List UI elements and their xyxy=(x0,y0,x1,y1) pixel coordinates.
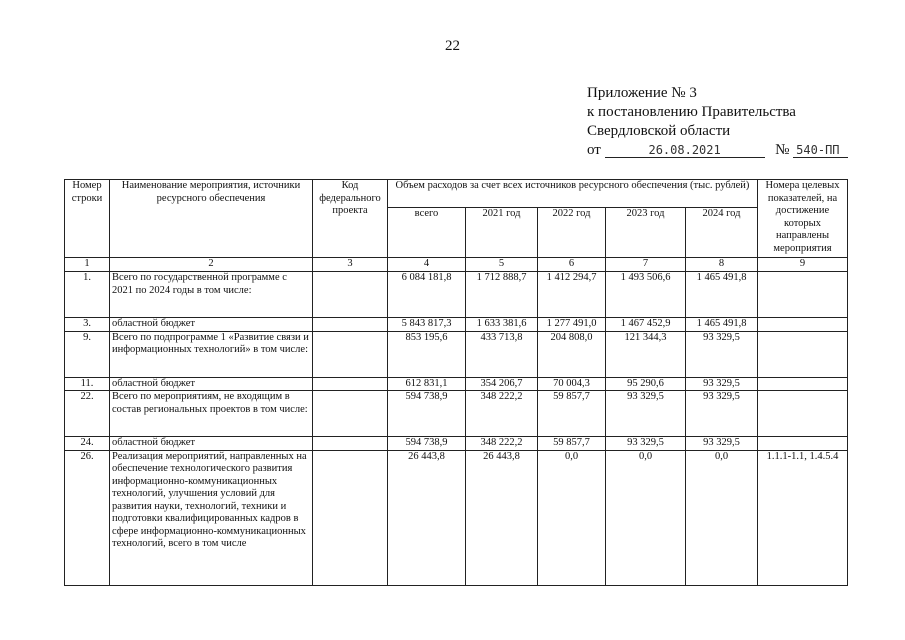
row-2022: 59 857,7 xyxy=(538,391,606,437)
column-number: 5 xyxy=(466,258,538,272)
row-2024: 93 329,5 xyxy=(686,391,758,437)
column-number: 9 xyxy=(758,258,848,272)
appendix-subtitle: к постановлению Правительства xyxy=(587,104,796,120)
row-targets xyxy=(758,331,848,377)
row-targets xyxy=(758,377,848,391)
row-number: 9. xyxy=(65,331,110,377)
row-total: 26 443,8 xyxy=(388,450,466,585)
table-row xyxy=(65,450,848,585)
row-2023: 121 344,3 xyxy=(606,331,686,377)
row-2021: 348 222,2 xyxy=(466,391,538,437)
header-event-name: Наименование мероприятия, источники ресурсного обеспечения xyxy=(110,180,313,258)
row-2022: 59 857,7 xyxy=(538,437,606,451)
table-row xyxy=(65,391,848,437)
decree-number: 540-ПП xyxy=(793,143,848,158)
table-row xyxy=(65,318,848,332)
row-code xyxy=(313,391,388,437)
row-2021: 1 712 888,7 xyxy=(466,272,538,318)
row-total: 853 195,6 xyxy=(388,331,466,377)
row-2023: 93 329,5 xyxy=(606,437,686,451)
decree-date: 26.08.2021 xyxy=(605,143,765,158)
row-2024: 93 329,5 xyxy=(686,377,758,391)
table-row xyxy=(65,272,848,318)
header-2022: 2022 год xyxy=(538,208,606,258)
row-number: 22. xyxy=(65,391,110,437)
from-label: от xyxy=(587,142,601,158)
row-2021: 348 222,2 xyxy=(466,437,538,451)
row-code xyxy=(313,437,388,451)
table-row xyxy=(65,437,848,451)
appendix-header xyxy=(587,84,848,160)
row-number: 24. xyxy=(65,437,110,451)
row-2022: 70 004,3 xyxy=(538,377,606,391)
row-name: Всего по мероприятиям, не входящим в состав региональных проектов в том числе: xyxy=(110,391,313,437)
row-2023: 0,0 xyxy=(606,450,686,585)
page-number: 22 xyxy=(445,38,460,54)
column-number: 7 xyxy=(606,258,686,272)
header-targets: Номера целевых показателей, на достижение которых направлены мероприятия xyxy=(758,180,848,258)
row-2024: 1 465 491,8 xyxy=(686,272,758,318)
resource-table xyxy=(64,179,848,586)
row-name: Реализация мероприятий, направленных на обеспечение технологического развития информационно-коммуникационных технологий, улучшения условий для развития науки, технологий, техники и подготовки квалифицированных кадров в сфере информационно-коммуникационных технологий, всего в том числе xyxy=(110,450,313,585)
row-2023: 95 290,6 xyxy=(606,377,686,391)
column-number: 3 xyxy=(313,258,388,272)
row-total: 612 831,1 xyxy=(388,377,466,391)
header-2023: 2023 год xyxy=(606,208,686,258)
row-2024: 1 465 491,8 xyxy=(686,318,758,332)
row-code xyxy=(313,377,388,391)
column-number: 1 xyxy=(65,258,110,272)
row-number: 3. xyxy=(65,318,110,332)
column-number: 6 xyxy=(538,258,606,272)
row-targets: 1.1.1-1.1, 1.4.5.4 xyxy=(758,450,848,585)
header-federal-code: Код федерального проекта xyxy=(313,180,388,258)
row-total: 594 738,9 xyxy=(388,437,466,451)
row-targets xyxy=(758,272,848,318)
header-row-number: Номер строки xyxy=(65,180,110,258)
row-code xyxy=(313,318,388,332)
row-code xyxy=(313,450,388,585)
column-number: 2 xyxy=(110,258,313,272)
row-2023: 1 493 506,6 xyxy=(606,272,686,318)
row-2021: 433 713,8 xyxy=(466,331,538,377)
table-row xyxy=(65,331,848,377)
header-volume: Объем расходов за счет всех источников ресурсного обеспечения (тыс. рублей) xyxy=(388,180,758,208)
row-2022: 1 277 491,0 xyxy=(538,318,606,332)
row-2021: 1 633 381,6 xyxy=(466,318,538,332)
row-name: Всего по государственной программе с 2021 по 2024 годы в том числе: xyxy=(110,272,313,318)
number-label: № xyxy=(775,142,790,158)
row-total: 594 738,9 xyxy=(388,391,466,437)
row-2022: 1 412 294,7 xyxy=(538,272,606,318)
row-2023: 1 467 452,9 xyxy=(606,318,686,332)
row-2022: 0,0 xyxy=(538,450,606,585)
row-2024: 93 329,5 xyxy=(686,437,758,451)
row-code xyxy=(313,272,388,318)
column-number: 4 xyxy=(388,258,466,272)
table-row xyxy=(65,377,848,391)
row-number: 11. xyxy=(65,377,110,391)
row-name: областной бюджет xyxy=(110,377,313,391)
row-number: 1. xyxy=(65,272,110,318)
row-total: 6 084 181,8 xyxy=(388,272,466,318)
row-number: 26. xyxy=(65,450,110,585)
column-number: 8 xyxy=(686,258,758,272)
row-2023: 93 329,5 xyxy=(606,391,686,437)
row-targets xyxy=(758,391,848,437)
column-numbers-row xyxy=(65,258,848,272)
row-name: Всего по подпрограмме 1 «Развитие связи и информационных технологий» в том числе: xyxy=(110,331,313,377)
row-total: 5 843 817,3 xyxy=(388,318,466,332)
row-name: областной бюджет xyxy=(110,318,313,332)
row-2022: 204 808,0 xyxy=(538,331,606,377)
row-targets xyxy=(758,437,848,451)
row-name: областной бюджет xyxy=(110,437,313,451)
row-2024: 93 329,5 xyxy=(686,331,758,377)
row-code xyxy=(313,331,388,377)
header-2024: 2024 год xyxy=(686,208,758,258)
row-2024: 0,0 xyxy=(686,450,758,585)
appendix-region: Свердловской области xyxy=(587,123,731,139)
row-2021: 354 206,7 xyxy=(466,377,538,391)
row-2021: 26 443,8 xyxy=(466,450,538,585)
appendix-date-line xyxy=(587,141,848,160)
header-2021: 2021 год xyxy=(466,208,538,258)
appendix-title: Приложение № 3 xyxy=(587,85,697,101)
row-targets xyxy=(758,318,848,332)
header-total: всего xyxy=(388,208,466,258)
